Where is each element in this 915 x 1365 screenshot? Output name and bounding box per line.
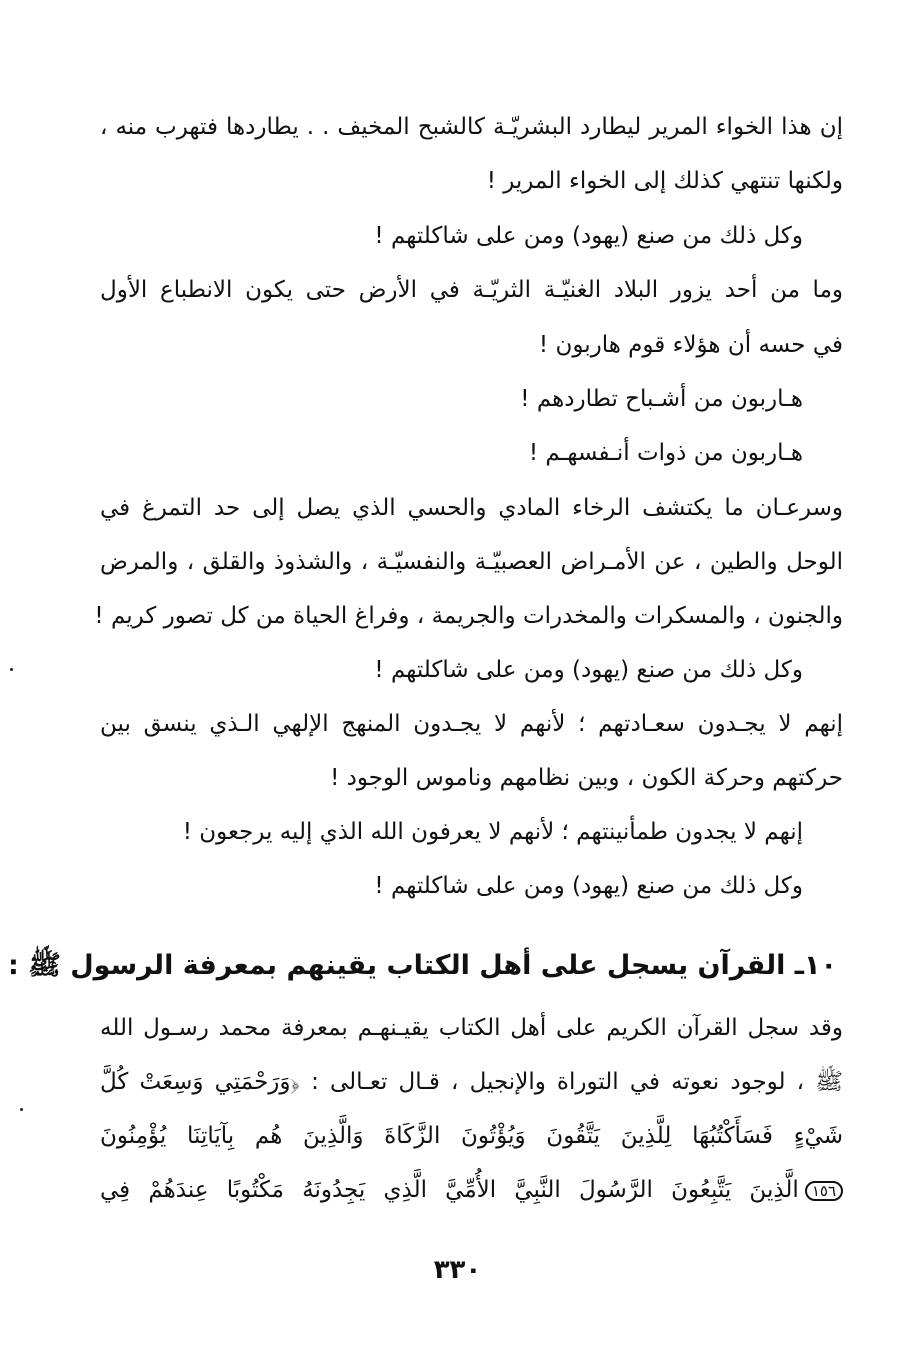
text-line: حركتهم وحركة الكون ، وبين نظامهم وناموس الوجود !: [330, 765, 843, 791]
scan-speck: [20, 1108, 23, 1111]
quran-verse-line: ﷺ ، لوجود نعوته في التوراة والإنجيل ، قـال تعـالى : ﴿وَرَحْمَتِي وَسِعَتْ كُلَّ: [100, 1069, 843, 1095]
text-line: إن هذا الخواء المرير ليطارد البشريّـة كالشبح المخيف . . يطاردها فتهرب منه ،: [100, 114, 843, 140]
text-line: وما من أحد يزور البلاد الغنيّـة الثريّـة في الأرض حتى يكون الانطباع الأول: [100, 277, 843, 303]
text-line: الوحل والطين ، عن الأمـراض العصبيّـة والنفسيّـة ، والشذوذ والقلق ، والمرض: [100, 549, 843, 575]
verse-number-marker: ١٥٦: [805, 1181, 843, 1201]
text-line: والجنون ، والمسكرات والمخدرات والجريمة ، وفراغ الحياة من كل تصور كريم !: [94, 603, 843, 629]
scan-speck: [10, 668, 13, 671]
text-line: وكل ذلك من صنع (يهود) ومن على شاكلتهم !: [374, 223, 803, 249]
quran-verse-text: الَّذِينَ يَتَّبِعُونَ الرَّسُولَ النَّبِيَّ الأُمِّيَّ الَّذِي يَجِدُونَهُ مَكْتُوبًا عِندَهُمْ فِي: [100, 1177, 799, 1203]
page-number: ٣٣٠: [433, 1255, 482, 1285]
text-line: هـاربون من ذوات أنـفسهـم !: [528, 440, 803, 466]
text-line: وقد سجل القرآن الكريم على أهل الكتاب يقيـنهـم بمعرفة محمد رسـول الله: [100, 1015, 843, 1041]
section-heading: ١٠ـ القرآن يسجل على أهل الكتاب يقينهم بمعرفة الرسول ﷺ :: [8, 950, 837, 981]
text-line: في حسه أن هؤلاء قوم هاربون !: [538, 332, 843, 358]
quran-verse-line: شَيْءٍ فَسَأَكْتُبُهَا لِلَّذِينَ يَتَّقُونَ وَيُؤْتُونَ الزَّكَاةَ وَالَّذِينَ هُم بِآيَاتِنَا يُؤْمِنُونَ: [100, 1123, 843, 1149]
text-line: وسرعـان ما يكتشف الرخاء المادي والحسي الذي يصل إلى حد التمرغ في: [100, 495, 843, 521]
quran-verse-line: [100, 1175, 843, 1205]
text-line: إنهم لا يجدون طمأنينتهم ؛ لأنهم لا يعرفون الله الذي إليه يرجعون !: [182, 819, 803, 845]
text-line: هـاربون من أشـباح تطاردهم !: [520, 386, 803, 412]
text-line: وكل ذلك من صنع (يهود) ومن على شاكلتهم !: [374, 657, 803, 683]
text-line: إنهم لا يجـدون سعـادتهم ؛ لأنهم لا يجـدون المنهج الإلهي الـذي ينسق بين: [100, 711, 843, 737]
text-line: ولكنها تنتهي كذلك إلى الخواء المرير !: [486, 168, 843, 194]
text-line: وكل ذلك من صنع (يهود) ومن على شاكلتهم !: [374, 873, 803, 899]
